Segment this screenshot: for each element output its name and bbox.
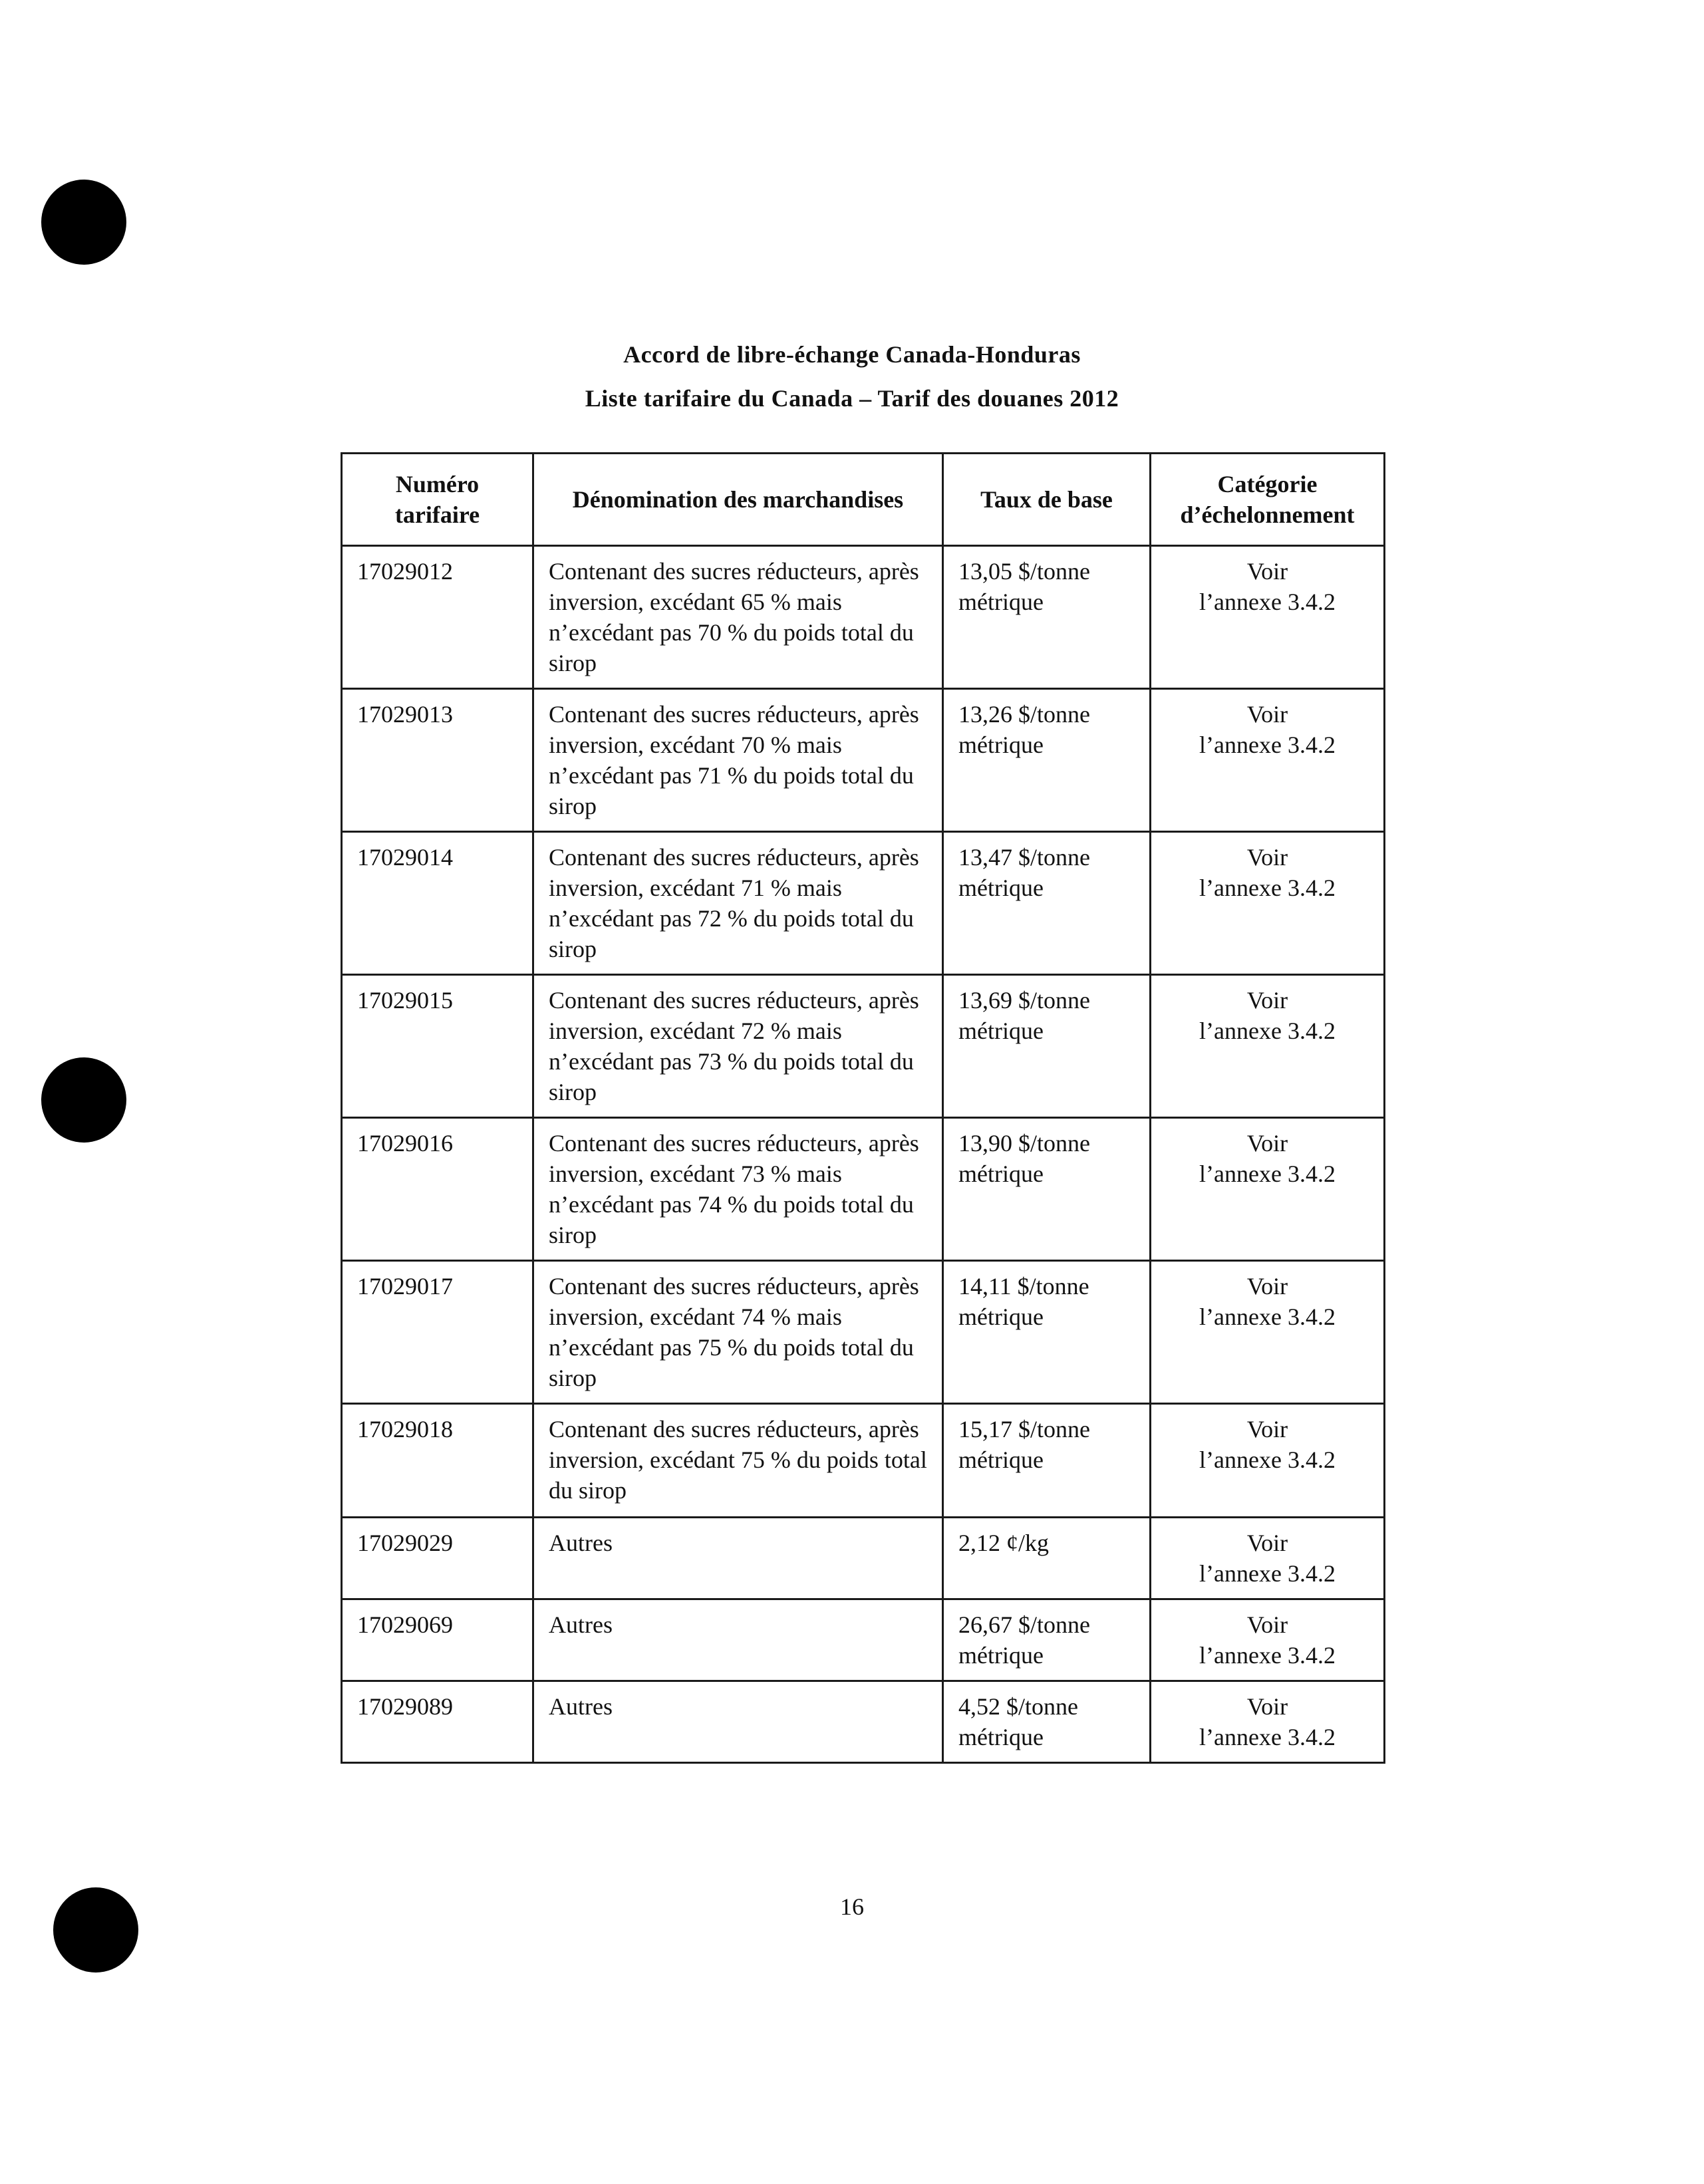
table-row bbox=[342, 689, 1385, 832]
staging-category bbox=[1151, 546, 1385, 689]
staging-category-line2: l’annexe 3.4.2 bbox=[1199, 1303, 1336, 1330]
staging-category-line1: Voir bbox=[1246, 987, 1288, 1014]
base-rate: 15,17 $/tonne métrique bbox=[943, 1404, 1151, 1518]
page-number: 16 bbox=[840, 1893, 864, 1920]
header-tariff-number bbox=[342, 454, 533, 546]
staging-category-line1: Voir bbox=[1246, 1130, 1288, 1157]
goods-description: Contenant des sucres réducteurs, après inversion, excédant 73 % mais n’excédant pas 74 % du poids total du sirop bbox=[533, 1118, 943, 1261]
staging-category-line2: l’annexe 3.4.2 bbox=[1199, 589, 1336, 615]
goods-description: Contenant des sucres réducteurs, après inversion, excédant 74 % mais n’excédant pas 75 % du poids total du sirop bbox=[533, 1261, 943, 1404]
table-row bbox=[342, 1118, 1385, 1261]
staging-category bbox=[1151, 1681, 1385, 1763]
goods-description: Autres bbox=[533, 1518, 943, 1599]
staging-category-line1: Voir bbox=[1246, 844, 1288, 871]
goods-description: Contenant des sucres réducteurs, après inversion, excédant 70 % mais n’excédant pas 71 % du poids total du sirop bbox=[533, 689, 943, 832]
table-row bbox=[342, 546, 1385, 689]
staging-category-line1: Voir bbox=[1246, 1611, 1288, 1638]
table-row bbox=[342, 1261, 1385, 1404]
tariff-number: 17029014 bbox=[342, 832, 533, 975]
base-rate: 13,69 $/tonne métrique bbox=[943, 975, 1151, 1118]
staging-category-line1: Voir bbox=[1246, 558, 1288, 585]
header-tariff-number-line1: Numéro bbox=[395, 471, 480, 497]
header-tariff-number-line2: tarifaire bbox=[394, 501, 480, 528]
staging-category bbox=[1151, 1261, 1385, 1404]
staging-category-line2: l’annexe 3.4.2 bbox=[1199, 1642, 1336, 1669]
goods-description: Contenant des sucres réducteurs, après inversion, excédant 71 % mais n’excédant pas 72 % du poids total du sirop bbox=[533, 832, 943, 975]
header-staging-category-line2: d’échelonnement bbox=[1180, 501, 1355, 528]
punch-hole bbox=[41, 1057, 126, 1143]
staging-category bbox=[1151, 1118, 1385, 1261]
table-row bbox=[342, 1404, 1385, 1518]
staging-category bbox=[1151, 1404, 1385, 1518]
base-rate: 14,11 $/tonne métrique bbox=[943, 1261, 1151, 1404]
goods-description: Autres bbox=[533, 1599, 943, 1681]
staging-category bbox=[1151, 832, 1385, 975]
staging-category-line2: l’annexe 3.4.2 bbox=[1199, 1446, 1336, 1473]
header-staging-category bbox=[1151, 454, 1385, 546]
table-row bbox=[342, 832, 1385, 975]
tariff-number: 17029029 bbox=[342, 1518, 533, 1599]
base-rate: 13,47 $/tonne métrique bbox=[943, 832, 1151, 975]
goods-description: Contenant des sucres réducteurs, après inversion, excédant 65 % mais n’excédant pas 70 % du poids total du sirop bbox=[533, 546, 943, 689]
staging-category-line2: l’annexe 3.4.2 bbox=[1199, 1018, 1336, 1044]
tariff-number: 17029017 bbox=[342, 1261, 533, 1404]
base-rate: 4,52 $/tonne métrique bbox=[943, 1681, 1151, 1763]
base-rate: 13,90 $/tonne métrique bbox=[943, 1118, 1151, 1261]
tariff-table bbox=[341, 452, 1385, 1764]
staging-category-line1: Voir bbox=[1246, 701, 1288, 728]
header-base-rate: Taux de base bbox=[943, 454, 1151, 546]
tariff-number: 17029018 bbox=[342, 1404, 533, 1518]
base-rate: 26,67 $/tonne métrique bbox=[943, 1599, 1151, 1681]
table-row bbox=[342, 1599, 1385, 1681]
tariff-number: 17029012 bbox=[342, 546, 533, 689]
punch-hole bbox=[41, 180, 126, 265]
staging-category bbox=[1151, 689, 1385, 832]
tariff-number: 17029015 bbox=[342, 975, 533, 1118]
base-rate: 13,05 $/tonne métrique bbox=[943, 546, 1151, 689]
base-rate: 2,12 ¢/kg bbox=[943, 1518, 1151, 1599]
staging-category bbox=[1151, 1518, 1385, 1599]
base-rate: 13,26 $/tonne métrique bbox=[943, 689, 1151, 832]
tariff-number: 17029016 bbox=[342, 1118, 533, 1261]
goods-description: Contenant des sucres réducteurs, après inversion, excédant 72 % mais n’excédant pas 73 % du poids total du sirop bbox=[533, 975, 943, 1118]
goods-description: Autres bbox=[533, 1681, 943, 1763]
table-row bbox=[342, 1681, 1385, 1763]
document-subtitle: Liste tarifaire du Canada – Tarif des douanes 2012 bbox=[585, 385, 1119, 412]
staging-category-line2: l’annexe 3.4.2 bbox=[1199, 732, 1336, 758]
goods-description: Contenant des sucres réducteurs, après inversion, excédant 75 % du poids total du sirop bbox=[533, 1404, 943, 1518]
staging-category-line1: Voir bbox=[1246, 1693, 1288, 1720]
staging-category bbox=[1151, 975, 1385, 1118]
tariff-number: 17029069 bbox=[342, 1599, 533, 1681]
document-title: Accord de libre-échange Canada-Honduras bbox=[623, 341, 1081, 368]
staging-category-line2: l’annexe 3.4.2 bbox=[1199, 1160, 1336, 1187]
staging-category-line2: l’annexe 3.4.2 bbox=[1199, 1560, 1336, 1587]
staging-category bbox=[1151, 1599, 1385, 1681]
tariff-number: 17029089 bbox=[342, 1681, 533, 1763]
table-row bbox=[342, 1518, 1385, 1599]
header-goods-description: Dénomination des marchandises bbox=[533, 454, 943, 546]
staging-category-line1: Voir bbox=[1246, 1416, 1288, 1442]
header-staging-category-line1: Catégorie bbox=[1217, 471, 1318, 497]
staging-category-line1: Voir bbox=[1246, 1530, 1288, 1556]
table-header-row bbox=[342, 454, 1385, 546]
table-row bbox=[342, 975, 1385, 1118]
tariff-number: 17029013 bbox=[342, 689, 533, 832]
staging-category-line2: l’annexe 3.4.2 bbox=[1199, 875, 1336, 901]
staging-category-line1: Voir bbox=[1246, 1273, 1288, 1299]
staging-category-line2: l’annexe 3.4.2 bbox=[1199, 1724, 1336, 1750]
